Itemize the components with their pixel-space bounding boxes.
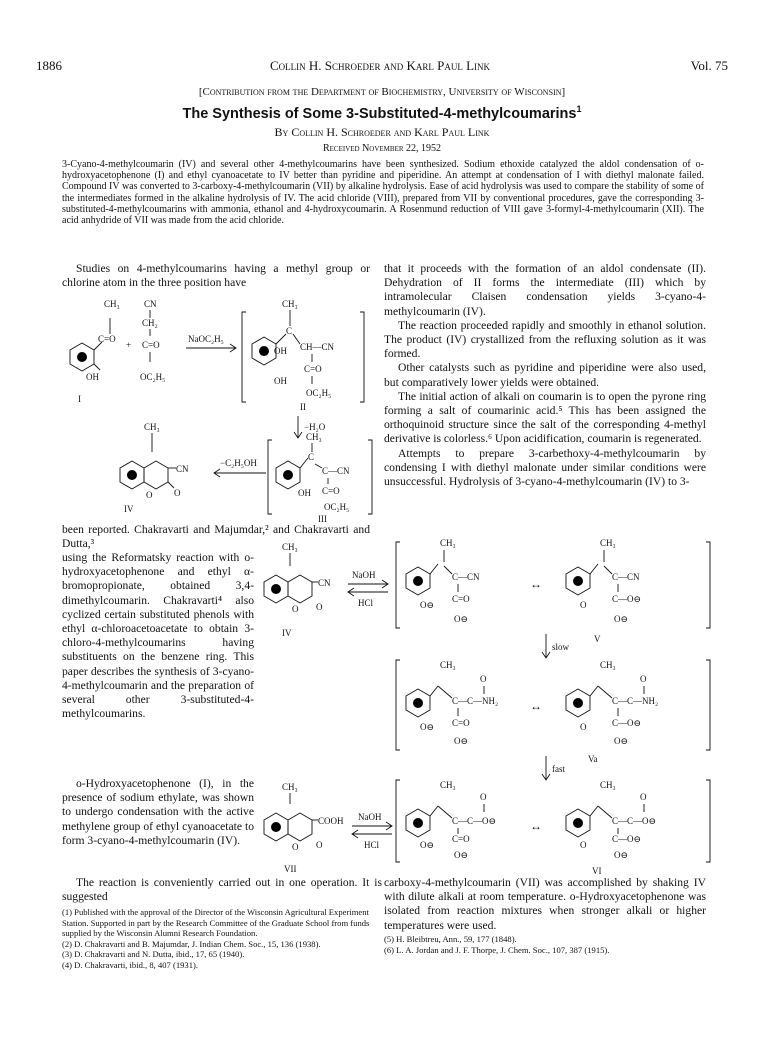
svg-text:C=O: C=O (452, 594, 470, 604)
svg-text:OH: OH (298, 488, 311, 498)
svg-text:O: O (292, 604, 299, 614)
svg-text:Va: Va (588, 754, 598, 764)
svg-text:C—C—NH₂: C—C—NH₂ (452, 696, 499, 706)
svg-text:−C₂H₅OH: −C₂H₅OH (220, 458, 257, 468)
compound-II (242, 299, 364, 412)
scheme-1-diagram (60, 292, 380, 522)
svg-text:NaOH: NaOH (352, 570, 376, 580)
svg-text:OH: OH (274, 346, 287, 356)
left-cont-1: been reported. Chakravarti and Majumdar,² and Chakravarti and Dutta,³ (62, 523, 370, 551)
svg-text:VII: VII (284, 864, 297, 874)
received-date: Received November 22, 1952 (322, 143, 442, 154)
svg-text:fast: fast (552, 764, 565, 774)
svg-text:O: O (580, 600, 587, 610)
svg-text:O: O (174, 488, 181, 498)
svg-text:COOH: COOH (318, 816, 344, 826)
compound-IV (120, 422, 189, 514)
svg-text:C=O: C=O (452, 718, 470, 728)
svg-text:VI: VI (592, 866, 602, 876)
svg-text:I: I (78, 394, 81, 404)
svg-text:CH₃: CH₃ (104, 299, 120, 309)
svg-text:CH₃: CH₃ (600, 660, 616, 670)
svg-text:O: O (316, 840, 323, 850)
svg-text:C: C (308, 452, 315, 462)
contribution-line: [Contribution from the Department of Biochemistry, University of Wisconsin] (198, 86, 566, 98)
svg-text:O⊖: O⊖ (420, 840, 435, 850)
footnotes-right: (5) H. Bleibtreu, Ann., 59, 177 (1848). (6) L. A. Jordan and J. F. Thorpe, J. Chem. Soc., 107, 387 (1915). (384, 934, 610, 955)
svg-text:OC₂H₅: OC₂H₅ (324, 502, 350, 512)
svg-text:O: O (640, 792, 647, 802)
svg-text:CH₃: CH₃ (282, 782, 298, 792)
svg-text:NaOC₂H₅: NaOC₂H₅ (188, 334, 224, 344)
compound-VII (264, 782, 344, 874)
article-title: The Synthesis of Some 3-Substituted-4-methylcoumarins$^1$ (182, 104, 582, 122)
svg-text:O⊖: O⊖ (614, 736, 629, 746)
svg-text:↔: ↔ (530, 819, 542, 833)
svg-text:CH₃: CH₃ (282, 542, 298, 552)
svg-text:C=O: C=O (304, 364, 322, 374)
svg-text:II: II (300, 402, 306, 412)
svg-text:OC₂H₅: OC₂H₅ (140, 372, 166, 382)
svg-text:O⊖: O⊖ (454, 614, 469, 624)
svg-text:CH₃: CH₃ (440, 660, 456, 670)
svg-text:−H₂O: −H₂O (304, 422, 326, 432)
svg-text:C—C—NH₂: C—C—NH₂ (612, 696, 659, 706)
svg-text:O: O (480, 674, 487, 684)
left-narrow-1: using the Reformatsky reaction with o-hydroxyacetophenone and ethyl α-bromopropionate, obtained 3,4-dimethylcoumarin. Chakravarti⁴ also cyclized certain substituted phenols with ethyl α-chloroacetoacetate to obtain 3-chloro-4-methylcoumarins having substituents on the benzene ring. This paper describes the synthesis of 3-cyano-4-methylcoumarin and the preparation of several other 3-substituted-4-methylcoumarins. (62, 551, 254, 721)
compound-VI-left (406, 780, 496, 860)
svg-text:C=O: C=O (98, 334, 116, 344)
svg-text:C=O: C=O (452, 834, 470, 844)
svg-text:CH₃: CH₃ (144, 422, 160, 432)
svg-text:CN: CN (318, 578, 331, 588)
svg-text:NaOH: NaOH (358, 812, 382, 822)
svg-text:O⊖: O⊖ (614, 614, 629, 624)
svg-text:C—O⊖: C—O⊖ (612, 834, 642, 844)
compound-V-left (406, 538, 480, 624)
svg-text:C—CN: C—CN (322, 466, 350, 476)
svg-text:O⊖: O⊖ (454, 850, 469, 860)
svg-text:OH: OH (86, 372, 99, 382)
svg-text:HCl: HCl (358, 598, 374, 608)
svg-text:CH₃: CH₃ (440, 538, 456, 548)
svg-text:O⊖: O⊖ (614, 850, 629, 860)
compound-V-right (566, 538, 641, 624)
compound-III (268, 432, 372, 522)
svg-text:O: O (292, 842, 299, 852)
svg-text:IV: IV (124, 504, 134, 514)
left-narrow-3: The reaction is conveniently carried out in one operation. It is suggested (62, 876, 382, 904)
svg-text:C—O⊖: C—O⊖ (612, 718, 642, 728)
svg-text:C—O⊖: C—O⊖ (612, 594, 642, 604)
page-number: 1886 (36, 58, 62, 73)
svg-text:O: O (316, 602, 323, 612)
ethyl-cyanoacetate (126, 299, 165, 382)
svg-text:O⊖: O⊖ (454, 736, 469, 746)
byline: By Collin H. Schroeder and Karl Paul Link (274, 125, 490, 139)
svg-text:O⊖: O⊖ (420, 600, 435, 610)
footnotes-left: (1) Published with the approval of the Director of the Wisconsin Agricultural Experiment Station. Supported in part by the Research Committee of the Graduate School from funds supplied by the Wisconsin Alumni Research Foundation. (2) D. Chakravarti and B. Majumdar, J. Indian Chem. Soc., 15, 136 (1938). (3) D. Chakravarti and N. Dutta, ibid., 17, 65 (1940). (4) D. Chakravarti, ibid., 8, 407 (1931). (62, 907, 370, 970)
svg-text:C—CN: C—CN (612, 572, 640, 582)
running-head: Collin H. Schroeder and Karl Paul Link (269, 58, 491, 73)
svg-text:IV: IV (282, 628, 292, 638)
svg-text:C=O: C=O (322, 486, 340, 496)
svg-text:C=O: C=O (142, 340, 160, 350)
compound-I (70, 299, 120, 404)
svg-text:OH: OH (274, 376, 287, 386)
svg-text:O: O (480, 792, 487, 802)
compound-VI-right (566, 780, 656, 860)
svg-text:O: O (146, 490, 153, 500)
svg-text:C—C—O⊖: C—C—O⊖ (612, 816, 657, 826)
svg-text:+: + (126, 340, 132, 350)
svg-text:CH₃: CH₃ (440, 780, 456, 790)
compound-Va-left (406, 660, 498, 746)
svg-text:O: O (580, 840, 587, 850)
scheme-2-diagram (260, 536, 712, 876)
svg-text:CN: CN (144, 299, 157, 309)
svg-text:CH₃: CH₃ (600, 780, 616, 790)
svg-text:CH₃: CH₃ (600, 538, 616, 548)
right-column-upper: that it proceeds with the formation of an aldol condensate (II). Dehydration of II forms the intermediate (III) which by intramolecular Claisen condensation yields 3-cyano-4-methylcoumarin (IV). The reaction proceeded rapidly and smoothly in ethanol solution. The product (IV) crystallized from the refluxing solution as it was formed. Other catalysts such as pyridine and piperidine were also used, but comparatively lower yields were obtained. The initial action of alkali on coumarin is to open the pyrone ring forming a salt of coumarinic acid.⁵ This has been assigned the orthoquinoid structure since the salt of the corresponding 4-methyl derivative is colorless.⁶ Upon acidification, coumarin is regenerated. Attempts to prepare 3-carbethoxy-4-methylcoumarin by condensing I with diethyl malonate under similar conditions were unsuccessful. Hydrolysis of 3-cyano-4-methylcoumarin (IV) to 3- (384, 262, 706, 489)
svg-text:↔: ↔ (530, 699, 542, 713)
svg-text:III: III (318, 514, 327, 522)
abstract: 3-Cyano-4-methylcoumarin (IV) and several other 4-methylcoumarins have been synthesized. Sodium ethoxide catalyzed the aldol condensation of o-hydroxyacetophenone (I) and ethyl cyanoacetate to IV better than pyridine and piperidine. An attempt at condensation of I with diethyl malonate failed. Compound IV was converted to 3-carboxy-4-methylcoumarin (VII) by alkaline hydrolysis. Ease of acid hydrolysis was used to compare the stability of some of the intermediates formed in the alkaline hydrolysis of IV. The acid chloride (VIII), prepared from VII by conventional procedures, gave the corresponding 3-substituted-4-methylcoumarins with ammonia, ethanol and 4-hydroxycoumarin. A Rosenmund reduction of VIII gave 3-formyl-4-methylcoumarin (XII). The acid anhydride of VII was made from the acid chloride. (62, 159, 704, 227)
svg-text:CH—CN: CH—CN (300, 342, 335, 352)
svg-text:↔: ↔ (530, 577, 542, 591)
intro-paragraph: Studies on 4-methylcoumarins having a methyl group or chlorine atom in the three position have (62, 262, 370, 290)
volume: Vol. 75 (690, 58, 728, 73)
svg-text:HCl: HCl (364, 840, 380, 850)
left-narrow-2: o-Hydroxyacetophenone (I), in the presence of sodium ethylate, was shown to undergo condensation with the active methylene group of ethyl cyanoacetate to form 3-cyano-4-methylcoumarin (IV). (62, 777, 254, 847)
svg-text:CH₃: CH₃ (306, 432, 322, 442)
svg-text:C—CN: C—CN (452, 572, 480, 582)
right-column-lower: carboxy-4-methylcoumarin (VII) was accomplished by shaking IV with dilute alkali at room temperature. o-Hydroxyacetophenone was isolated from reaction mixtures when stronger alkali or higher temperatures were used. (384, 876, 706, 932)
svg-text:O: O (640, 674, 647, 684)
svg-text:slow: slow (552, 642, 570, 652)
svg-text:C—C—O⊖: C—C—O⊖ (452, 816, 497, 826)
svg-text:O: O (580, 722, 587, 732)
compound-Va-right (566, 660, 658, 746)
svg-text:C: C (286, 326, 293, 336)
svg-text:CH₃: CH₃ (282, 299, 298, 309)
scheme2-compound-IV (264, 542, 331, 638)
svg-text:O⊖: O⊖ (420, 722, 435, 732)
svg-text:CH₂: CH₂ (142, 318, 158, 328)
svg-text:V: V (594, 634, 601, 644)
svg-text:CN: CN (176, 464, 189, 474)
svg-text:OC₂H₅: OC₂H₅ (306, 388, 332, 398)
